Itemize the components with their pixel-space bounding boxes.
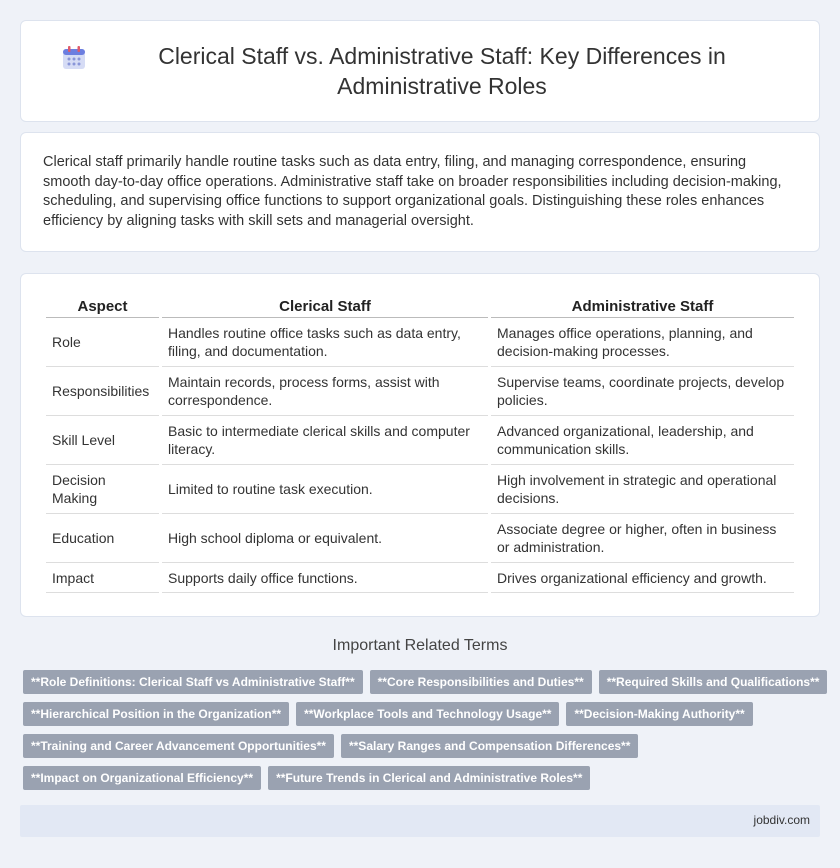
row-aspect: Role xyxy=(46,318,159,367)
row-clerical: Handles routine office tasks such as data entry, filing, and documentation. xyxy=(162,318,488,367)
row-clerical: Supports daily office functions. xyxy=(162,563,488,593)
related-term-tag[interactable]: **Training and Career Advancement Opportunities** xyxy=(23,734,334,758)
table-row xyxy=(46,367,794,416)
table-row xyxy=(46,465,794,514)
related-term-tag[interactable]: **Hierarchical Position in the Organization** xyxy=(23,702,289,726)
related-term-tag[interactable]: **Role Definitions: Clerical Staff vs Administrative Staff** xyxy=(23,670,363,694)
intro-card xyxy=(20,132,820,252)
row-administrative: Associate degree or higher, often in business or administration. xyxy=(491,514,794,563)
header-card xyxy=(20,20,820,122)
related-term-tag[interactable]: **Core Responsibilities and Duties** xyxy=(370,670,592,694)
row-aspect: Education xyxy=(46,514,159,563)
row-administrative: Drives organizational efficiency and growth. xyxy=(491,563,794,593)
table-header-row xyxy=(46,294,794,318)
related-term-tag[interactable]: **Future Trends in Clerical and Administrative Roles** xyxy=(268,766,590,790)
row-aspect: Decision Making xyxy=(46,465,159,514)
intro-text: Clerical staff primarily handle routine tasks such as data entry, filing, and managing correspondence, ensuring smooth day-to-day office operations. Administrative staff take on broader responsibilities including decision-making, scheduling, and supervising office functions to support organizational goals. Distinguishing these roles enhances efficiency by aligning tasks with skill sets and managerial oversight. xyxy=(43,154,782,229)
related-term-tag[interactable]: **Required Skills and Qualifications** xyxy=(599,670,828,694)
related-term-tag[interactable]: **Salary Ranges and Compensation Differences** xyxy=(341,734,638,758)
table-row xyxy=(46,318,794,367)
row-clerical: Limited to routine task execution. xyxy=(162,465,488,514)
header-administrative: Administrative Staff xyxy=(491,294,794,318)
table-row xyxy=(46,563,794,593)
header-aspect: Aspect xyxy=(46,294,159,318)
row-aspect: Responsibilities xyxy=(46,367,159,416)
related-terms-tags xyxy=(23,670,820,798)
row-administrative: Advanced organizational, leadership, and communication skills. xyxy=(491,416,794,465)
calendar-icon xyxy=(61,45,87,71)
row-administrative: Manages office operations, planning, and decision-making processes. xyxy=(491,318,794,367)
row-aspect: Skill Level xyxy=(46,416,159,465)
comparison-card xyxy=(20,273,820,617)
related-term-tag[interactable]: **Workplace Tools and Technology Usage** xyxy=(296,702,559,726)
table-row xyxy=(46,416,794,465)
footer xyxy=(20,805,820,837)
row-administrative: Supervise teams, coordinate projects, develop policies. xyxy=(491,367,794,416)
related-term-tag[interactable]: **Impact on Organizational Efficiency** xyxy=(23,766,261,790)
comparison-table xyxy=(43,294,797,593)
related-terms-title: Important Related Terms xyxy=(332,637,508,654)
page-title: Clerical Staff vs. Administrative Staff: Key Differences in Administrative Roles xyxy=(158,43,726,99)
row-clerical: High school diploma or equivalent. xyxy=(162,514,488,563)
row-administrative: High involvement in strategic and operational decisions. xyxy=(491,465,794,514)
row-aspect: Impact xyxy=(46,563,159,593)
footer-site-link[interactable]: jobdiv.com xyxy=(753,813,810,827)
row-clerical: Maintain records, process forms, assist with correspondence. xyxy=(162,367,488,416)
related-term-tag[interactable]: **Decision-Making Authority** xyxy=(566,702,752,726)
row-clerical: Basic to intermediate clerical skills and computer literacy. xyxy=(162,416,488,465)
table-row xyxy=(46,514,794,563)
header-clerical: Clerical Staff xyxy=(162,294,488,318)
